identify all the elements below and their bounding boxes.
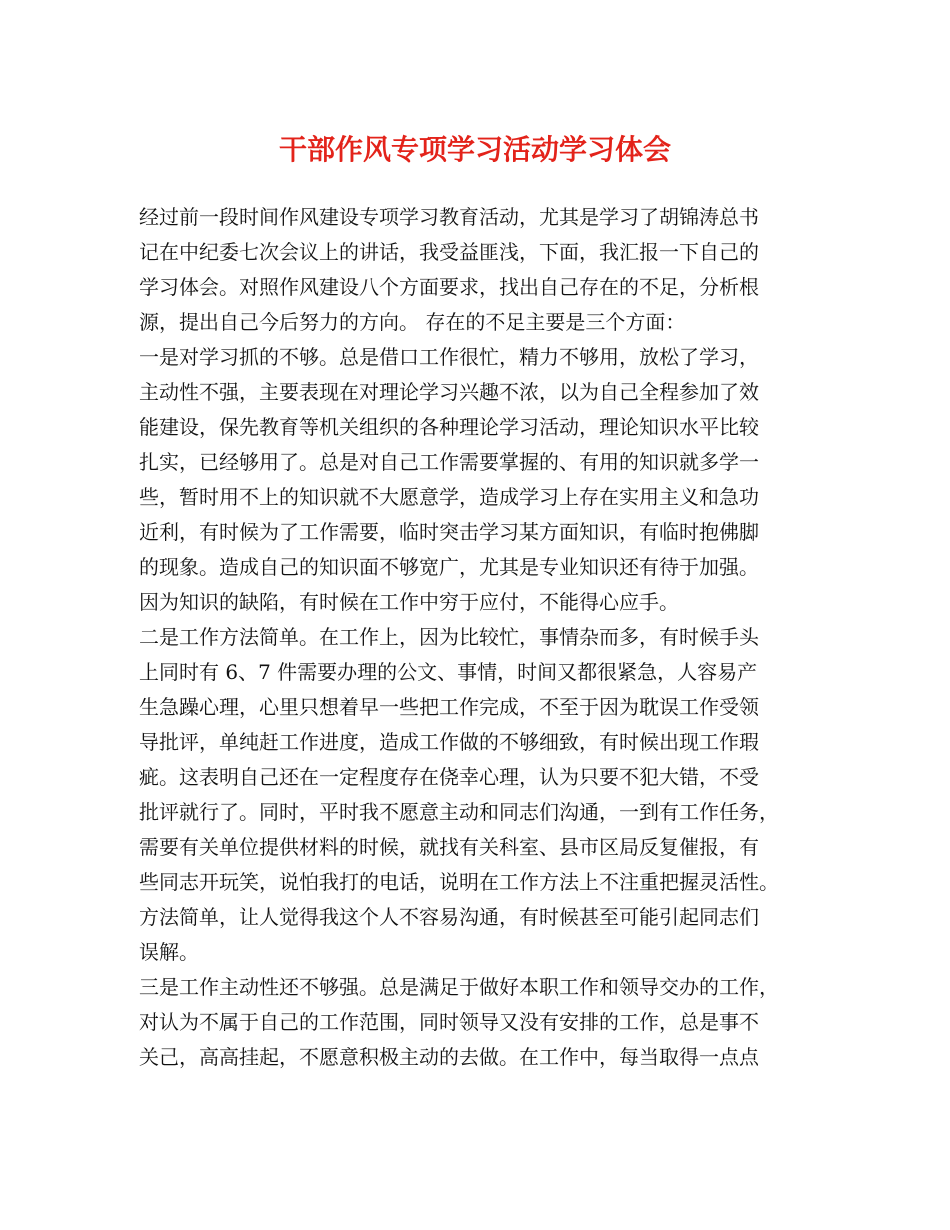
text-line: 批评就行了。同时，平时我不愿意主动和同志们沟通，一到有工作任务， — [139, 800, 779, 824]
text-line: 误解。 — [139, 940, 199, 964]
text-line: 能建设，保先教育等机关组织的各种理论学习活动，理论知识水平比较 — [139, 415, 759, 439]
text-line: 近利，有时候为了工作需要，临时突击学习某方面知识，有临时抱佛脚 — [139, 520, 759, 544]
text-line: 对认为不属于自己的工作范围，同时领导又没有安排的工作，总是事不 — [139, 1010, 759, 1034]
text-line: 经过前一段时间作风建设专项学习教育活动，尤其是学习了胡锦涛总书 — [139, 205, 759, 229]
text-line: 三是工作主动性还不够强。总是满足于做好本职工作和领导交办的工作， — [139, 975, 779, 999]
text-line: 的现象。造成自己的知识面不够宽广，尤其是专业知识还有待于加强。 — [139, 555, 759, 579]
text-line: 疵。这表明自己还在一定程度存在侥幸心理，认为只要不犯大错，不受 — [139, 765, 759, 789]
text-line: 主动性不强，主要表现在对理论学习兴趣不浓，以为自己全程参加了效 — [139, 380, 759, 404]
text-line: 上同时有 6、7 件需要办理的公文、事情，时间又都很紧急，人容易产 — [139, 660, 758, 684]
text-line: 关己，高高挂起，不愿意积极主动的去做。在工作中，每当取得一点点 — [139, 1045, 759, 1069]
text-line: 因为知识的缺陷，有时候在工作中穷于应付，不能得心应手。 — [139, 590, 679, 614]
text-line: 些同志开玩笑，说怕我打的电话，说明在工作方法上不注重把握灵活性。 — [139, 870, 779, 894]
text-line: 记在中纪委七次会议上的讲话，我受益匪浅，下面，我汇报一下自己的 — [139, 240, 759, 264]
document-title: 干部作风专项学习活动学习体会 — [278, 133, 671, 166]
text-line: 学习体会。对照作风建设八个方面要求，找出自己存在的不足，分析根 — [139, 275, 759, 299]
text-line: 方法简单，让人觉得我这个人不容易沟通，有时候甚至可能引起同志们 — [139, 905, 759, 929]
text-line: 导批评，单纯赶工作进度，造成工作做的不够细致，有时候出现工作瑕 — [139, 730, 759, 754]
text-line: 生急躁心理，心里只想着早一些把工作完成，不至于因为耽误工作受领 — [139, 695, 759, 719]
text-line: 需要有关单位提供材料的时候，就找有关科室、县市区局反复催报，有 — [139, 835, 759, 859]
document-body — [139, 200, 839, 1075]
text-line: 源，提出自己今后努力的方向。 存在的不足主要是三个方面： — [139, 310, 686, 334]
text-line: 些，暂时用不上的知识就不大愿意学，造成学习上存在实用主义和急功 — [139, 485, 759, 509]
text-line: 扎实，已经够用了。总是对自己工作需要掌握的、有用的知识就多学一 — [139, 450, 759, 474]
text-line: 二是工作方法简单。在工作上，因为比较忙，事情杂而多，有时候手头 — [139, 625, 759, 649]
text-line: 一是对学习抓的不够。总是借口工作很忙，精力不够用，放松了学习， — [139, 345, 759, 369]
